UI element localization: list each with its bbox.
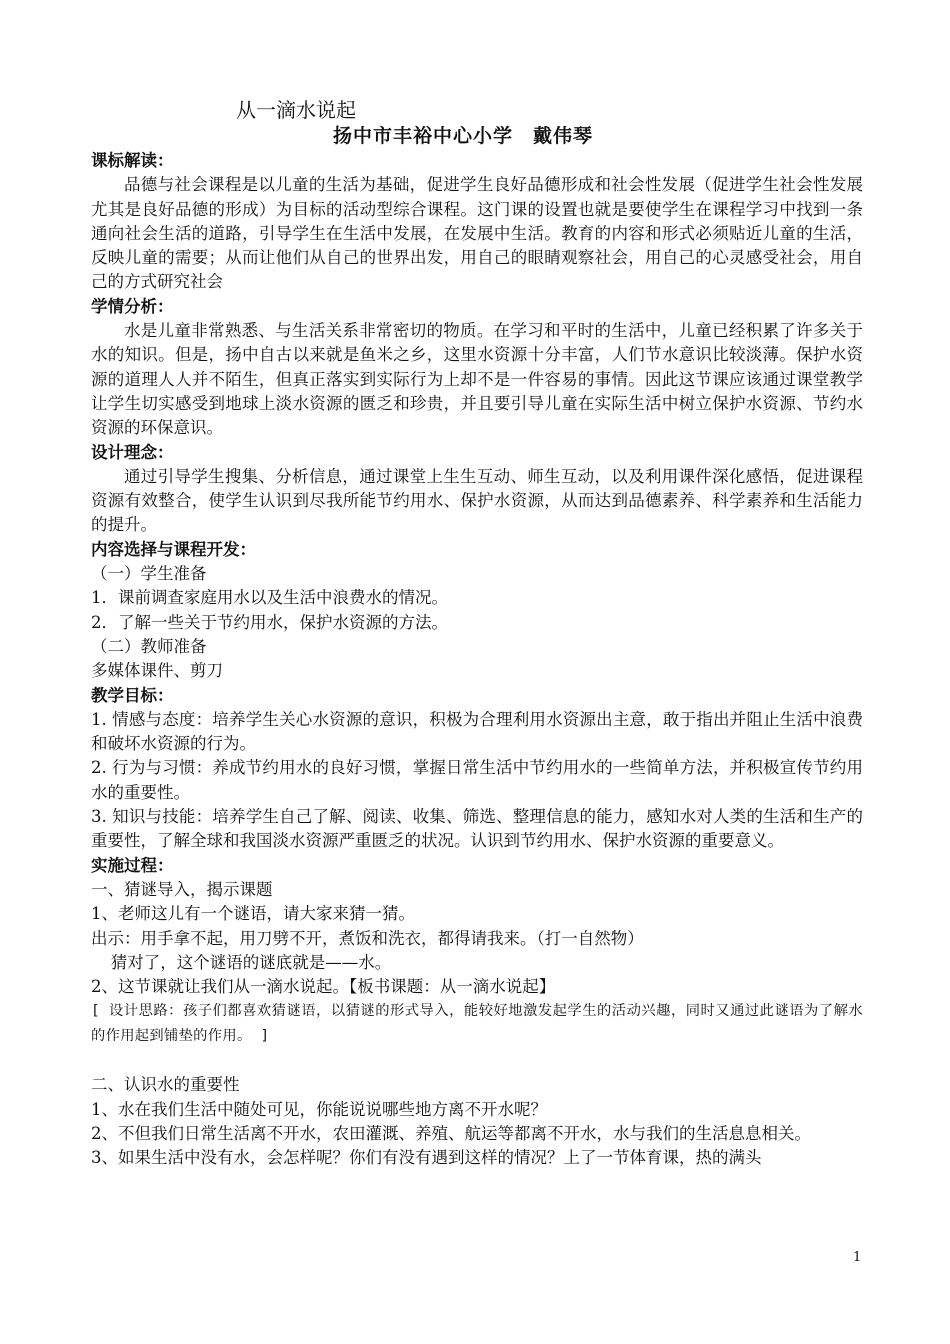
step-line: 1、水在我们生活中随处可见，你能说说哪些地方离不开水呢？ [91,1099,547,1119]
design-note: [ 设计思路：孩子们都喜欢猜谜语，以猜谜的形式导入，能较好地激发起学生的活动兴趣，同时又通过此谜语为了解水的作用起到铺垫的作用。 ] [91,1003,863,1045]
step-line: 出示：用手拿不起，用刀劈不开，煮饭和洗衣，都得请我来。（打一自然物） [91,928,644,948]
step-line: 2、不但我们日常生活离不开水，农田灌溉、养殖、航运等都离不开水，水与我们的生活息息相关。 [91,1123,811,1143]
step-heading: 二、认识水的重要性 [91,1075,240,1095]
para-kebiao: 品德与社会课程是以儿童的生活为基础，促进学生良好品德形成和社会性发展（促进学生社会性发展尤其是良好品德的形成）为目标的活动型综合课程。这门课的设置也就是要使学生在课程学习中找到一条通向社会生活的道路，引导学生在生活中发展，在发展中生活。教育的内容和形式必须贴近儿童的生活，反映儿童的需要；从而让他们从自己的世界出发，用自己的眼睛观察社会，用自己的心灵感受社会，用自己的方式研究社会 [91,175,863,292]
goal-item: 1. 情感与态度：培养学生关心水资源的意识，积极为合理利用水资源出主意，敢于指出并阻止生活中浪费和破坏水资源的行为。 [91,709,863,754]
page-number: 1 [853,1250,862,1265]
heading-sheji: 设计理念： [91,442,174,462]
goal-item: 3. 知识与技能：培养学生自己了解、阅读、收集、筛选、整理信息的能力，感知水对人类的生活和生产的重要性，了解全球和我国淡水资源严重匮乏的状况。认识到节约用水、保护水资源的重要意义。 [91,807,863,851]
heading-shishi: 实施过程： [91,855,174,875]
heading-kebiao: 课标解读： [91,151,174,170]
heading-neirong: 内容选择与课程开发： [91,539,256,559]
subheading-teacher-prep: （二）教师准备 [91,636,207,656]
list-item: 2．了解一些关于节约用水，保护水资源的方法。 [91,612,448,632]
goal-item: 2. 行为与习惯：养成节约用水的良好习惯，掌握日常生活中节约用水的一些简单方法，并积极宣传节约用水的重要性。 [91,758,863,802]
list-item: 1．课前调查家庭用水以及生活中浪费水的情况。 [91,588,448,608]
step-line: 2、这节课就让我们从一滴水说起。【板书课题：从一滴水说起】 [91,977,556,997]
para-sheji: 通过引导学生搜集、分析信息，通过课堂上生生互动、师生互动，以及利用课件深化感悟，促进课程资源有效整合，使学生认识到尽我所能节约用水、保护水资源，从而达到品德素养、科学素养和生活能力的提升。 [91,466,863,535]
list-item: 多媒体课件、剪刀 [91,661,223,681]
subheading-student-prep: （一）学生准备 [91,564,207,584]
heading-xueqing: 学情分析： [91,296,174,316]
heading-mubiao: 教学目标： [91,685,174,705]
step-heading: 一、猜谜导入，揭示课题 [91,879,273,899]
author-byline: 扬中市丰裕中心小学 戴伟琴 [333,125,594,147]
para-xueqing: 水是儿童非常熟悉、与生活关系非常密切的物质。在学习和平时的生活中，儿童已经积累了许多关于水的知识。但是，扬中自古以来就是鱼米之乡，这里水资源十分丰富，人们节水意识比较淡薄。保护水资源的道理人人并不陌生，但真正落实到实际行为上却不是一件容易的事情。因此这节课应该通过课堂教学让学生切实感受到地球上淡水资源的匮乏和珍贵，并且要引导儿童在实际生活中树立保护水资源、节约水资源的环保意识。 [91,321,863,438]
step-line: 1、老师这儿有一个谜语，请大家来猜一猜。 [91,904,415,924]
document-title: 从一滴水说起 [236,98,356,122]
spacer [91,1049,863,1073]
document-body [91,149,863,1171]
step-line: 3、如果生活中没有水，会怎样呢？你们有没有遇到这样的情况？上了一节体育课，热的满头 [91,1148,762,1168]
step-line: 猜对了，这个谜语的谜底就是——水。 [110,952,392,972]
